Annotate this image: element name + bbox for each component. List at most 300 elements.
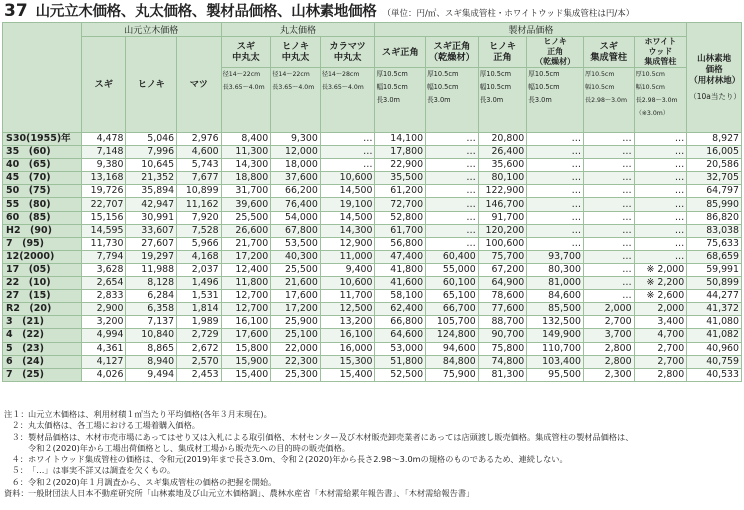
value-cell: 90,700 [478, 329, 527, 342]
table-row [3, 250, 742, 263]
size-line: 長3.65～4.0m [272, 84, 315, 91]
table-row [3, 263, 742, 276]
column-size [271, 68, 321, 133]
note-text: 丸太価格は、各工場における工場着購入価格。 [28, 420, 200, 431]
note-line [4, 454, 633, 465]
value-cell: … [426, 185, 479, 198]
value-cell: 2,729 [177, 329, 222, 342]
value-cell: 2,800 [634, 368, 687, 381]
value-cell: … [583, 133, 634, 146]
value-cell: 21,700 [221, 237, 271, 250]
value-cell: 27,607 [126, 237, 177, 250]
value-cell: 41,082 [687, 329, 742, 342]
note-label: ３： [11, 431, 28, 442]
value-cell: 42,947 [126, 198, 177, 211]
value-cell: 60,400 [426, 250, 479, 263]
year-cell: 50 (75) [3, 185, 82, 198]
value-cell: 16,100 [320, 329, 375, 342]
size-line: 厚10.5cm [376, 70, 408, 78]
size-line: 径14～22cm [222, 71, 261, 78]
value-cell: 18,800 [221, 172, 271, 185]
value-cell: 11,300 [221, 146, 271, 159]
value-cell: 12,700 [221, 290, 271, 303]
size-line: 厚10.5cm [528, 70, 560, 78]
value-cell: … [583, 185, 634, 198]
size-line: 径14～28cm [321, 71, 360, 78]
value-cell: 11,700 [320, 290, 375, 303]
column-size [426, 68, 479, 133]
table-row [3, 355, 742, 368]
value-cell: 39,600 [221, 198, 271, 211]
value-cell: 105,700 [426, 316, 479, 329]
value-cell: 67,200 [478, 263, 527, 276]
size-line: 幅10.5cm [376, 83, 408, 91]
value-cell: 44,277 [687, 290, 742, 303]
value-cell: 17,800 [375, 146, 426, 159]
value-cell: 7,996 [126, 146, 177, 159]
column-header: ホワイト ウッド 集成管柱 [634, 37, 687, 68]
value-cell: 81,300 [478, 368, 527, 381]
size-line: 幅10.5cm [528, 83, 560, 91]
column-size [527, 68, 584, 133]
value-cell: 14,100 [375, 133, 426, 146]
column-size [478, 68, 527, 133]
year-cell: 7 (95) [3, 237, 82, 250]
value-cell: … [634, 185, 687, 198]
table-row [3, 303, 742, 316]
value-cell: … [426, 224, 479, 237]
value-cell: 120,200 [478, 224, 527, 237]
value-cell: 74,800 [478, 355, 527, 368]
value-cell: 110,700 [527, 342, 584, 355]
value-cell: … [583, 290, 634, 303]
note-line [4, 443, 633, 454]
value-cell: 1,989 [177, 316, 222, 329]
value-cell: … [527, 133, 584, 146]
value-cell: … [426, 211, 479, 224]
value-cell: … [583, 250, 634, 263]
year-cell: 3 (21) [3, 316, 82, 329]
value-cell: 25,900 [271, 316, 321, 329]
value-cell: 80,100 [478, 172, 527, 185]
value-cell: 16,100 [221, 316, 271, 329]
year-cell: 12(2000) [3, 250, 82, 263]
value-cell: 66,700 [426, 303, 479, 316]
value-cell: 75,800 [478, 342, 527, 355]
value-cell: 9,494 [126, 368, 177, 381]
value-cell: 2,800 [583, 355, 634, 368]
year-cell: 45 (70) [3, 172, 82, 185]
value-cell: 15,300 [320, 355, 375, 368]
value-cell: 76,400 [271, 198, 321, 211]
note-line [4, 432, 633, 443]
value-cell: 26,400 [478, 146, 527, 159]
value-cell: 17,200 [271, 303, 321, 316]
value-cell: 20,586 [687, 159, 742, 172]
value-cell: … [634, 198, 687, 211]
value-cell: 25,500 [221, 211, 271, 224]
value-cell: 2,700 [634, 342, 687, 355]
value-cell: 40,759 [687, 355, 742, 368]
value-cell: 22,900 [375, 159, 426, 172]
title-unit: （単位：円/㎥、スギ集成管柱・ホワイトウッド集成管柱は円/本） [382, 9, 635, 19]
value-cell: 5,743 [177, 159, 222, 172]
size-line: 厚10.5cm [427, 70, 459, 78]
size-line: 長3.65～4.0m [321, 84, 364, 91]
group-header: 丸太価格 [221, 23, 375, 37]
size-line: 幅10.5cm [479, 83, 512, 91]
value-cell: 19,297 [126, 250, 177, 263]
value-cell: 6,284 [126, 290, 177, 303]
year-cell: 6 (24) [3, 355, 82, 368]
value-cell: 58,100 [375, 290, 426, 303]
value-cell: … [583, 172, 634, 185]
table-row [3, 133, 742, 146]
value-cell: 85,500 [527, 303, 584, 316]
value-cell: 93,700 [527, 250, 584, 263]
year-cell: 40 (65) [3, 159, 82, 172]
note-label [4, 443, 28, 454]
note-text: 一般財団法人日本不動産研究所「山林素地及び山元立木価格調」、農林水産省「木材需給累年報告書」、「木材需給報告書」 [28, 488, 475, 499]
value-cell: 68,659 [687, 250, 742, 263]
value-cell: 17,200 [221, 250, 271, 263]
value-cell: 3,628 [81, 263, 126, 276]
value-cell: … [527, 172, 584, 185]
value-cell: 18,000 [271, 159, 321, 172]
note-text: 「…」は事実不詳又は調査を欠くもの。 [28, 465, 176, 476]
value-cell: 25,300 [271, 368, 321, 381]
column-header: ヒノキ 中丸太 [271, 37, 321, 68]
note-line [4, 465, 633, 476]
column-header: スギ 中丸太 [221, 37, 271, 68]
value-cell: … [426, 237, 479, 250]
value-cell: 61,200 [375, 185, 426, 198]
value-cell: 86,820 [687, 211, 742, 224]
value-cell: 22,300 [271, 355, 321, 368]
size-line: 長3.0m [427, 96, 451, 104]
group-header: 製材品価格 [375, 23, 687, 37]
value-cell: 17,600 [271, 290, 321, 303]
value-cell: 8,865 [126, 342, 177, 355]
value-cell: 2,800 [583, 342, 634, 355]
value-cell: 4,026 [81, 368, 126, 381]
value-cell: … [583, 224, 634, 237]
table-row [3, 224, 742, 237]
value-cell: 11,988 [126, 263, 177, 276]
size-line: 長3.0m [528, 96, 552, 104]
size-line: 長3.0m [479, 96, 504, 104]
note-text: 令和２(2020)年１月調査から、スギ集成管柱の価格の把握を開始。 [28, 476, 277, 487]
value-cell: 64,900 [478, 277, 527, 290]
year-cell: 4 (22) [3, 329, 82, 342]
table-body [3, 133, 742, 382]
value-cell: 91,700 [478, 211, 527, 224]
value-cell: 37,600 [271, 172, 321, 185]
value-cell: 7,794 [81, 250, 126, 263]
value-cell: 2,570 [177, 355, 222, 368]
note-label: ５： [11, 465, 28, 476]
note-line [4, 409, 633, 420]
value-cell: 52,500 [375, 368, 426, 381]
value-cell: 84,800 [426, 355, 479, 368]
value-cell: 19,100 [320, 198, 375, 211]
year-cell: 35 (60) [3, 146, 82, 159]
value-cell: 25,100 [271, 329, 321, 342]
value-cell: 2,654 [81, 277, 126, 290]
value-cell: 64,600 [375, 329, 426, 342]
size-line: 厚10.5cm [635, 71, 665, 78]
value-cell: 47,400 [375, 250, 426, 263]
column-size [634, 68, 687, 133]
note-line [4, 477, 633, 488]
value-cell: 22,000 [271, 342, 321, 355]
year-header [3, 23, 82, 133]
column-header: スギ 集成管柱 [583, 37, 634, 68]
value-cell: 14,500 [320, 211, 375, 224]
note-label: ２： [11, 420, 28, 431]
year-cell: 27 (15) [3, 290, 82, 303]
value-cell: 12,500 [320, 303, 375, 316]
column-header: ヒノキ 正角 （乾燥材） [527, 37, 584, 68]
value-cell: 132,500 [527, 316, 584, 329]
size-line: 幅10.5cm [427, 83, 459, 91]
value-cell: 54,000 [271, 211, 321, 224]
value-cell: 15,400 [320, 368, 375, 381]
value-cell: 80,300 [527, 263, 584, 276]
value-cell: 8,128 [126, 277, 177, 290]
size-line: 長2.98～3.0m [635, 97, 678, 104]
value-cell: 14,595 [81, 224, 126, 237]
value-cell: 5,046 [126, 133, 177, 146]
year-cell: S30(1955)年 [3, 133, 82, 146]
group-header: 山元立木価格 [81, 23, 221, 37]
value-cell: 1,496 [177, 277, 222, 290]
value-cell: 21,600 [271, 277, 321, 290]
value-cell: 3,200 [81, 316, 126, 329]
value-cell: 41,800 [375, 263, 426, 276]
value-cell: 8,940 [126, 355, 177, 368]
value-cell: … [320, 133, 375, 146]
column-header: スギ正角 （乾燥材） [426, 37, 479, 68]
value-cell: … [583, 277, 634, 290]
note-label: 注１： [4, 409, 29, 419]
note-label: 資料： [4, 488, 29, 499]
value-cell: 75,900 [426, 368, 479, 381]
value-cell: 2,000 [583, 303, 634, 316]
note-label: ６： [11, 476, 28, 487]
value-cell: ※ 2,000 [634, 263, 687, 276]
column-header: スギ [81, 37, 126, 133]
column-size [221, 68, 271, 133]
title-number: 37 [4, 1, 28, 21]
value-cell: … [634, 146, 687, 159]
value-cell: 10,600 [320, 277, 375, 290]
value-cell: 1,814 [177, 303, 222, 316]
value-cell: 146,700 [478, 198, 527, 211]
column-header: ヒノキ [126, 37, 177, 133]
value-cell: 62,400 [375, 303, 426, 316]
note-text: 製材品価格は、木材市売市場にあってはせり又は入札による取引価格、木材センター及び木材販売卸売業者にあっては店頭渡し販売価格。集成管柱の製材品価格は、 [28, 431, 634, 442]
value-cell: … [634, 250, 687, 263]
value-cell: 8,927 [687, 133, 742, 146]
value-cell: 16,000 [320, 342, 375, 355]
value-cell: 4,700 [634, 329, 687, 342]
value-cell: 35,600 [478, 159, 527, 172]
value-cell: 12,700 [221, 303, 271, 316]
value-cell: 94,600 [426, 342, 479, 355]
value-cell: 7,137 [126, 316, 177, 329]
value-cell: 88,700 [478, 316, 527, 329]
value-cell: 15,400 [221, 368, 271, 381]
value-cell: 6,358 [126, 303, 177, 316]
value-cell: 7,148 [81, 146, 126, 159]
year-cell: 60 (85) [3, 211, 82, 224]
value-cell: 7,920 [177, 211, 222, 224]
value-cell: 35,500 [375, 172, 426, 185]
value-cell: 52,800 [375, 211, 426, 224]
value-cell: ※ 2,200 [634, 277, 687, 290]
value-cell: … [634, 211, 687, 224]
price-table [2, 22, 742, 382]
value-cell: … [527, 237, 584, 250]
value-cell: 2,700 [583, 316, 634, 329]
value-cell: 31,700 [221, 185, 271, 198]
value-cell: 12,900 [320, 237, 375, 250]
value-cell: 64,797 [687, 185, 742, 198]
value-cell: … [527, 211, 584, 224]
table-row [3, 211, 742, 224]
note-text: 山元立木価格は、利用材積１㎥当たり平均価格(各年３月末現在)。 [28, 409, 272, 419]
year-cell: 55 (80) [3, 198, 82, 211]
value-cell: … [583, 146, 634, 159]
note-label: ４： [11, 454, 28, 465]
year-cell: 7 (25) [3, 368, 82, 381]
column-header: マツ [177, 37, 222, 133]
value-cell: 67,800 [271, 224, 321, 237]
note-text: ホワイトウッド集成管柱の価格は、令和元(2019)年まで長さ3.0m、令和２(2020)年から長さ2.98～3.0mの規格のものであるため、連続しない。 [28, 454, 568, 465]
value-cell: … [634, 237, 687, 250]
value-cell: … [320, 146, 375, 159]
value-cell: 10,645 [126, 159, 177, 172]
size-line: （※3.0m） [635, 110, 669, 117]
value-cell: 8,400 [221, 133, 271, 146]
value-cell: 14,300 [320, 224, 375, 237]
value-cell: 4,127 [81, 355, 126, 368]
value-cell: 2,833 [81, 290, 126, 303]
column-size [583, 68, 634, 133]
value-cell: 13,200 [320, 316, 375, 329]
value-cell: 95,500 [527, 368, 584, 381]
value-cell: 75,633 [687, 237, 742, 250]
value-cell: 17,600 [221, 329, 271, 342]
value-cell: 50,899 [687, 277, 742, 290]
value-cell: … [320, 159, 375, 172]
value-cell: 11,162 [177, 198, 222, 211]
value-cell: 61,700 [375, 224, 426, 237]
value-cell: 4,168 [177, 250, 222, 263]
table-row [3, 316, 742, 329]
value-cell: 9,400 [320, 263, 375, 276]
value-cell: 3,400 [634, 316, 687, 329]
value-cell: 56,800 [375, 237, 426, 250]
value-cell: 124,800 [426, 329, 479, 342]
value-cell: 11,800 [221, 277, 271, 290]
value-cell: 1,531 [177, 290, 222, 303]
value-cell: 103,400 [527, 355, 584, 368]
value-cell: 16,005 [687, 146, 742, 159]
value-cell: 9,380 [81, 159, 126, 172]
value-cell: 72,700 [375, 198, 426, 211]
value-cell: … [583, 237, 634, 250]
value-cell: 15,900 [221, 355, 271, 368]
year-cell: R2 (20) [3, 303, 82, 316]
title-text: 山元立木価格、丸太価格、製材品価格、山林素地価格 [35, 4, 377, 20]
value-cell: 66,200 [271, 185, 321, 198]
value-cell: 81,000 [527, 277, 584, 290]
value-cell: 4,478 [81, 133, 126, 146]
value-cell: 4,361 [81, 342, 126, 355]
year-cell: 5 (23) [3, 342, 82, 355]
value-cell: 51,800 [375, 355, 426, 368]
column-header: スギ正角 [375, 37, 426, 68]
table-row [3, 172, 742, 185]
value-cell: … [583, 198, 634, 211]
year-cell: 17 (05) [3, 263, 82, 276]
value-cell: 30,991 [126, 211, 177, 224]
value-cell: 83,038 [687, 224, 742, 237]
value-cell: 20,800 [478, 133, 527, 146]
value-cell: … [527, 146, 584, 159]
value-cell: 12,400 [221, 263, 271, 276]
size-line: 長3.0m [376, 96, 400, 104]
value-cell: 15,800 [221, 342, 271, 355]
value-cell: 41,600 [375, 277, 426, 290]
value-cell: 15,156 [81, 211, 126, 224]
value-cell: 60,100 [426, 277, 479, 290]
value-cell: 55,000 [426, 263, 479, 276]
value-cell: 66,800 [375, 316, 426, 329]
value-cell: 4,600 [177, 146, 222, 159]
value-cell: 7,677 [177, 172, 222, 185]
value-cell: … [634, 159, 687, 172]
column-size: （10a当たり） [689, 91, 741, 101]
value-cell: 22,707 [81, 198, 126, 211]
value-cell: 7,528 [177, 224, 222, 237]
value-cell: 13,168 [81, 172, 126, 185]
value-cell: 26,600 [221, 224, 271, 237]
value-cell: 32,705 [687, 172, 742, 185]
year-cell: H2 (90) [3, 224, 82, 237]
size-line: 長2.98～3.0m [584, 97, 627, 104]
size-line: 径14～22cm [272, 71, 310, 78]
table-row [3, 368, 742, 381]
table-row [3, 146, 742, 159]
note-text: 令和２(2020)年から工場出荷価格とし、集成材工場から販売先への目的時の販売価格。 [28, 442, 350, 453]
value-cell: … [426, 172, 479, 185]
value-cell: … [426, 198, 479, 211]
value-cell: … [583, 263, 634, 276]
year-cell: 22 (10) [3, 277, 82, 290]
value-cell: 40,960 [687, 342, 742, 355]
value-cell: … [527, 198, 584, 211]
value-cell: 11,000 [320, 250, 375, 263]
value-cell: 2,976 [177, 133, 222, 146]
value-cell: 10,600 [320, 172, 375, 185]
value-cell: 40,533 [687, 368, 742, 381]
value-cell: 3,700 [583, 329, 634, 342]
value-cell: 2,037 [177, 263, 222, 276]
column-header: カラマツ 中丸太 [320, 37, 375, 68]
